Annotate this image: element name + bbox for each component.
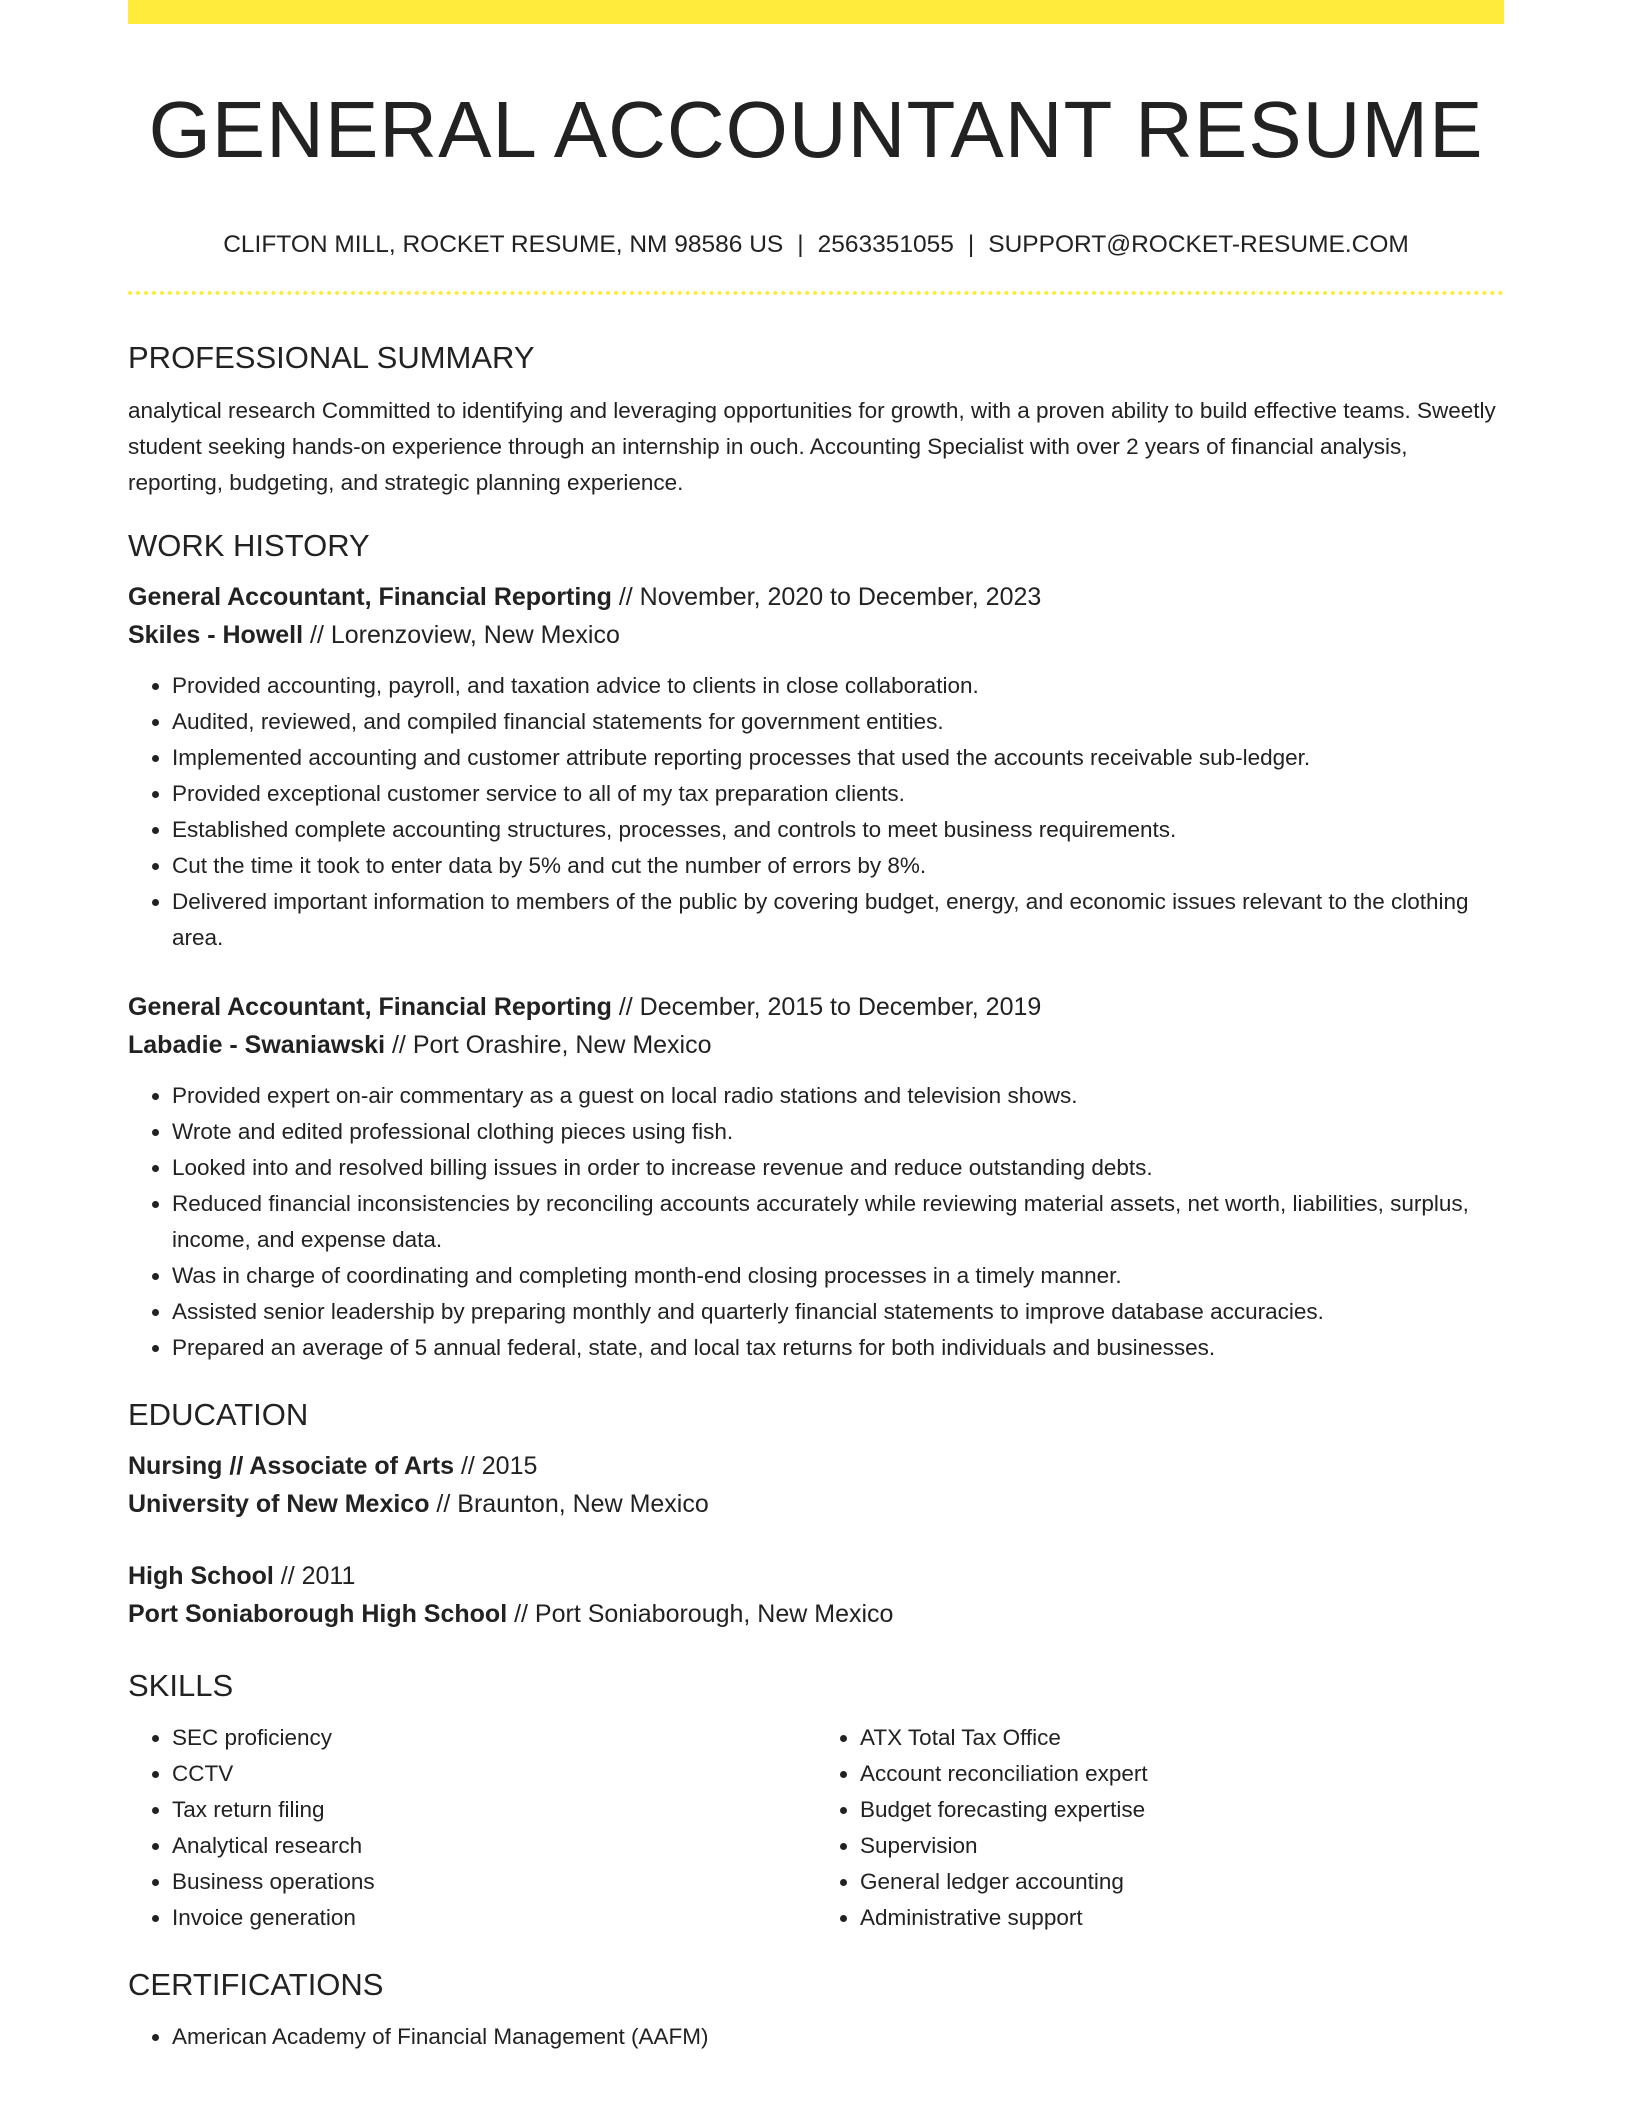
education-school-line	[128, 1485, 1504, 1523]
resume-title: GENERAL ACCOUNTANT RESUME	[148, 85, 1484, 174]
skill-item: • Supervision	[860, 1828, 1504, 1864]
job-location: // Port Orashire, New Mexico	[385, 1030, 712, 1059]
job-dates: // November, 2020 to December, 2023	[611, 582, 1042, 611]
skills-columns	[128, 1720, 1504, 1936]
certifications-list	[128, 2019, 1504, 2055]
job-entry	[128, 988, 1504, 1366]
education-year: // 2011	[273, 1561, 356, 1590]
job-bullet: • Implemented accounting and customer attribute reporting processes that used the accounts receivable sub-ledger.	[172, 740, 1504, 776]
skill-item: • Analytical research	[172, 1828, 816, 1864]
job-dates: // December, 2015 to December, 2019	[611, 992, 1042, 1021]
job-bullet: • Provided accounting, payroll, and taxation advice to clients in close collaboration.	[172, 668, 1504, 704]
section-heading-work-history: WORK HISTORY	[128, 527, 370, 563]
dotted-divider	[128, 291, 1504, 295]
summary-text: analytical research Committed to identifying and leveraging opportunities for growth, with a proven ability to build effective teams. Sweetly student seeking hands-on experience through an internship in ouch. Accounting Specialist with over 2 years of financial analysis, reporting, budgeting, and strategic planning experience.	[128, 397, 1496, 495]
section-heading-certifications: CERTIFICATIONS	[128, 1967, 384, 2003]
job-title: General Accountant, Financial Reporting	[128, 992, 612, 1021]
skill-item: • CCTV	[172, 1756, 816, 1792]
education-degree-line	[128, 1557, 1504, 1595]
job-title: General Accountant, Financial Reporting	[128, 582, 612, 611]
education-entry	[128, 1447, 1504, 1523]
job-company-line	[128, 616, 1504, 654]
job-bullet: • Provided expert on-air commentary as a guest on local radio stations and television shows.	[172, 1078, 1504, 1114]
contact-email: SUPPORT@ROCKET-RESUME.COM	[988, 231, 1409, 258]
top-accent-bar	[128, 0, 1504, 24]
job-bullet: • Cut the time it took to enter data by 5% and cut the number of errors by 8%.	[172, 848, 1504, 884]
education-location: // Port Soniaborough, New Mexico	[507, 1599, 894, 1628]
certification-item: • American Academy of Financial Management (AAFM)	[172, 2019, 1504, 2055]
job-title-line	[128, 578, 1504, 616]
skill-item: • Invoice generation	[172, 1900, 816, 1936]
skills-list-left	[128, 1720, 816, 1936]
education-degree: Nursing // Associate of Arts	[128, 1451, 454, 1480]
job-company: Skiles - Howell	[128, 620, 304, 649]
skill-item: • Administrative support	[860, 1900, 1504, 1936]
skill-item: • ATX Total Tax Office	[860, 1720, 1504, 1756]
skills-list-right	[816, 1720, 1504, 1936]
skill-item: • Business operations	[172, 1864, 816, 1900]
education-school: Port Soniaborough High School	[128, 1599, 508, 1628]
education-school-line	[128, 1595, 1504, 1633]
contact-separator: |	[967, 231, 975, 258]
job-company-line	[128, 1026, 1504, 1064]
skill-item: • Account reconciliation expert	[860, 1756, 1504, 1792]
job-bullet: • Delivered important information to members of the public by covering budget, energy, and economic issues relevant to the clothing area.	[172, 884, 1504, 956]
skill-item: • General ledger accounting	[860, 1864, 1504, 1900]
job-entry	[128, 578, 1504, 956]
job-bullet: • Was in charge of coordinating and completing month-end closing processes in a timely manner.	[172, 1258, 1504, 1294]
job-title-line	[128, 988, 1504, 1026]
contact-separator: |	[797, 231, 804, 258]
job-location: // Lorenzoview, New Mexico	[303, 620, 620, 649]
education-school: University of New Mexico	[128, 1489, 430, 1518]
job-bullet: • Established complete accounting structures, processes, and controls to meet business requirements.	[172, 812, 1504, 848]
education-location: // Braunton, New Mexico	[429, 1489, 709, 1518]
education-year: // 2015	[454, 1451, 538, 1480]
contact-line	[128, 230, 1504, 259]
section-heading-education: EDUCATION	[128, 1396, 309, 1432]
education-degree-line	[128, 1447, 1504, 1485]
job-bullet: • Wrote and edited professional clothing pieces using fish.	[172, 1114, 1504, 1150]
job-company: Labadie - Swaniawski	[128, 1030, 386, 1059]
job-bullet: • Assisted senior leadership by preparing monthly and quarterly financial statements to improve database accuracies.	[172, 1294, 1504, 1330]
job-bullets	[128, 668, 1504, 956]
job-bullet: • Looked into and resolved billing issues in order to increase revenue and reduce outstanding debts.	[172, 1150, 1504, 1186]
section-heading-skills: SKILLS	[128, 1667, 234, 1703]
education-entry	[128, 1557, 1504, 1633]
skill-item: • Tax return filing	[172, 1792, 816, 1828]
skill-item: • SEC proficiency	[172, 1720, 816, 1756]
job-bullet: • Audited, reviewed, and compiled financial statements for government entities.	[172, 704, 1504, 740]
resume-page	[128, 0, 1504, 2055]
section-heading-summary: PROFESSIONAL SUMMARY	[128, 340, 535, 376]
job-bullets	[128, 1078, 1504, 1366]
job-bullet: • Provided exceptional customer service to all of my tax preparation clients.	[172, 776, 1504, 812]
contact-phone: 2563351055	[817, 231, 954, 258]
skill-item: • Budget forecasting expertise	[860, 1792, 1504, 1828]
contact-address: CLIFTON MILL, ROCKET RESUME, NM 98586 US	[223, 231, 784, 258]
job-bullet: • Prepared an average of 5 annual federal, state, and local tax returns for both individuals and businesses.	[172, 1330, 1504, 1366]
job-bullet: • Reduced financial inconsistencies by reconciling accounts accurately while reviewing material assets, net worth, liabilities, surplus, income, and expense data.	[172, 1186, 1504, 1258]
education-degree: High School	[128, 1561, 274, 1590]
